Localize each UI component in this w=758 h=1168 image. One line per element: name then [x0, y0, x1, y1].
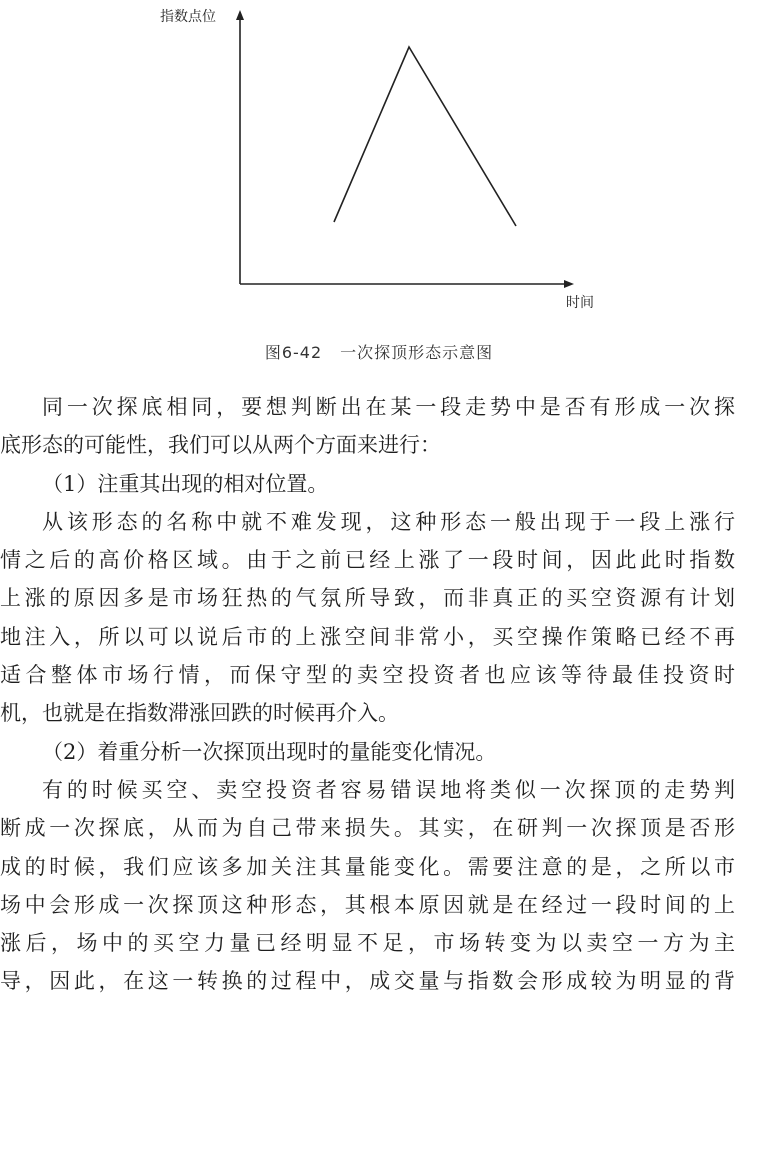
peak-line — [334, 47, 516, 226]
text-line: 成的时候，我们应该多加关注其量能变化。需要注意的是，之所以市 — [0, 854, 735, 879]
figure — [0, 0, 758, 370]
text-line: 从该形态的名称中就不难发现，这种形态一般出现于一段上涨行 — [42, 509, 735, 534]
paragraph — [0, 388, 758, 465]
text-line: 导，因此，在这一转换的过程中，成交量与指数会形成较为明显的背 — [0, 969, 735, 994]
x-axis-label: 时间 — [566, 295, 594, 311]
figure-title: 一次探顶形态示意图 — [340, 343, 494, 362]
paragraph — [0, 503, 758, 733]
text-line: 同一次探底相同，要想判断出在某一段走势中是否有形成一次探 — [42, 395, 735, 419]
text-line: （2）着重分析一次探顶出现时的量能变化情况。 — [42, 739, 497, 764]
text-line: 情之后的高价格区域。由于之前已经上涨了一段时间，因此此时指数 — [0, 548, 735, 573]
paragraph — [0, 733, 758, 771]
text-line: 机，也就是在指数滞涨回跌的时候再介入。 — [0, 701, 399, 726]
text-line: 场中会形成一次探顶这种形态，其根本原因就是在经过一段时间的上 — [0, 892, 735, 917]
y-axis-arrow-icon — [236, 10, 244, 20]
text-line: 上涨的原因多是市场狂热的气氛所导致，而非真正的买空资源有计划 — [0, 586, 735, 611]
text-line: 适合整体市场行情，而保守型的卖空投资者也应该等待最佳投资时 — [0, 663, 735, 688]
y-axis-label: 指数点位 — [160, 9, 216, 25]
text-line: 地注入，所以可以说后市的上涨空间非常小，买空操作策略已经不再 — [0, 624, 735, 649]
text-line: 断成一次探底，从而为自己带来损失。其实，在研判一次探顶是否形 — [0, 816, 735, 841]
text-line: （1）注重其出现的相对位置。 — [42, 471, 329, 496]
text-line: 有的时候买空、卖空投资者容易错误地将类似一次探顶的走势判 — [42, 777, 735, 802]
text-line: 涨后，场中的买空力量已经明显不足，市场转变为以卖空一方为主 — [0, 931, 735, 956]
body-text — [0, 388, 758, 1001]
figure-diagram — [0, 0, 758, 330]
x-axis-arrow-icon — [564, 280, 574, 288]
paragraph — [0, 771, 758, 1001]
figure-number: 图6-42 — [264, 343, 323, 362]
paragraph — [0, 465, 758, 503]
text-line: 底形态的可能性，我们可以从两个方面来进行： — [0, 433, 441, 458]
figure-caption — [0, 340, 758, 363]
